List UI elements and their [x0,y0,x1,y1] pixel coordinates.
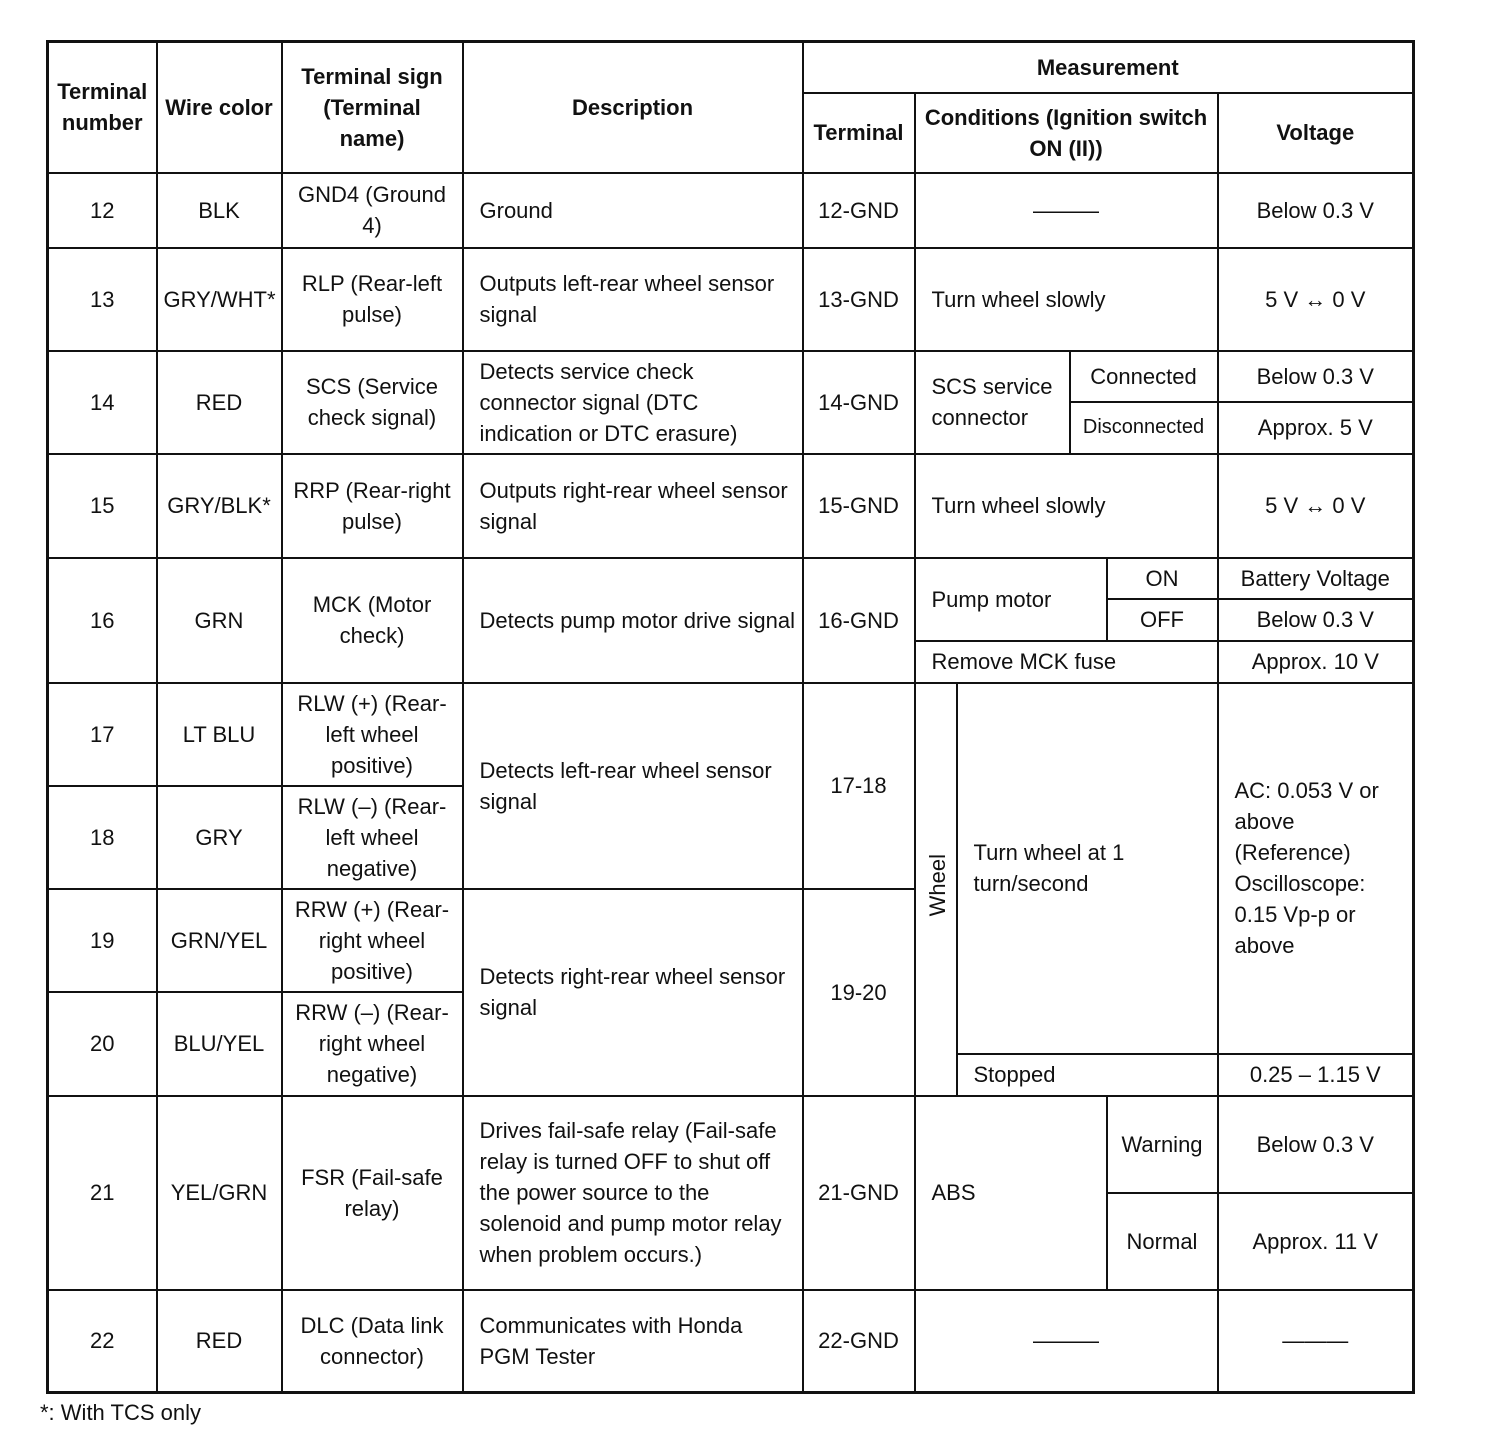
voltage: 5 V ↔ 0 V [1218,454,1414,558]
voltage: ——— [1218,1290,1414,1393]
table-row [48,1290,1414,1393]
table-row [48,454,1414,558]
voltage: Approx. 5 V [1218,402,1414,454]
terminal-table [46,40,1415,1394]
wire-color: LT BLU [157,683,282,786]
header-wire-color: Wire color [157,42,282,173]
terminal-number: 14 [48,351,157,454]
terminal-sign: GND4 (Ground 4) [282,173,463,248]
terminal-number: 18 [48,786,157,889]
header-terminal-sign: Terminal sign (Terminal name) [282,42,463,173]
description: Detects left-rear wheel sensor signal [463,683,803,889]
header-voltage: Voltage [1218,93,1414,173]
terminal-sign: RLP (Rear-left pulse) [282,248,463,351]
terminal-sign: SCS (Service check signal) [282,351,463,454]
header-conditions: Conditions (Ignition switch ON (II)) [915,93,1218,173]
terminal-sign: RRP (Rear-right pulse) [282,454,463,558]
description: Drives fail-safe relay (Fail-safe relay is turned OFF to shut off the power source to the solenoid and pump motor relay when problem occurs.) [463,1096,803,1290]
terminal-number: 21 [48,1096,157,1290]
terminal-number: 22 [48,1290,157,1393]
header-measurement: Measurement [803,42,1414,93]
table-row [48,558,1414,599]
wire-color: BLK [157,173,282,248]
table-row [48,351,1414,402]
terminal-sign: MCK (Motor check) [282,558,463,683]
condition: SCS service connector [915,351,1070,454]
footnote: *: With TCS only [40,1400,201,1425]
condition: ——— [915,1290,1218,1393]
wire-color: GRN/YEL [157,889,282,992]
condition-connected: Connected [1070,351,1218,402]
terminal: 13-GND [803,248,915,351]
voltage: Approx. 11 V [1218,1193,1414,1290]
header-description: Description [463,42,803,173]
condition-normal: Normal [1107,1193,1218,1290]
description: Detects service check connector signal (DTC indication or DTC erasure) [463,351,803,454]
terminal-number: 13 [48,248,157,351]
table-row [48,248,1414,351]
wheel-label-text: Wheel [924,853,950,917]
terminal-number: 19 [48,889,157,992]
wire-color: GRY/BLK* [157,454,282,558]
header-terminal: Terminal [803,93,915,173]
voltage: Below 0.3 V [1218,599,1414,641]
terminal-number: 20 [48,992,157,1096]
terminal-number: 17 [48,683,157,786]
condition: ABS [915,1096,1107,1290]
condition-off: OFF [1107,599,1218,641]
terminal: 21-GND [803,1096,915,1290]
condition-remove-fuse: Remove MCK fuse [915,641,1218,683]
terminal: 16-GND [803,558,915,683]
terminal-number: 15 [48,454,157,558]
condition-turn-wheel: Turn wheel at 1 turn/second [957,683,1218,1054]
terminal: 12-GND [803,173,915,248]
condition: Turn wheel slowly [915,454,1218,558]
voltage: Below 0.3 V [1218,1096,1414,1193]
terminal: 14-GND [803,351,915,454]
wire-color: YEL/GRN [157,1096,282,1290]
condition-stopped: Stopped [957,1054,1218,1096]
terminal: 22-GND [803,1290,915,1393]
terminal-sign: DLC (Data link connector) [282,1290,463,1393]
wire-color: BLU/YEL [157,992,282,1096]
terminal: 19-20 [803,889,915,1096]
terminal-sign: RRW (–) (Rear-right wheel negative) [282,992,463,1096]
table-row [48,1096,1414,1193]
condition: Turn wheel slowly [915,248,1218,351]
terminal-sign: FSR (Fail-safe relay) [282,1096,463,1290]
wire-color: GRY/WHT* [157,248,282,351]
voltage: Below 0.3 V [1218,173,1414,248]
header-terminal-number: Terminal number [48,42,157,173]
description: Outputs left-rear wheel sensor signal [463,248,803,351]
terminal: 17-18 [803,683,915,889]
wire-color: RED [157,1290,282,1393]
voltage: 5 V ↔ 0 V [1218,248,1414,351]
condition-disconnected: Disconnected [1070,402,1218,454]
condition-warning: Warning [1107,1096,1218,1193]
terminal-sign: RRW (+) (Rear-right wheel positive) [282,889,463,992]
terminal-sign: RLW (–) (Rear-left wheel negative) [282,786,463,889]
condition: ——— [915,173,1218,248]
terminal-sign: RLW (+) (Rear-left wheel positive) [282,683,463,786]
voltage: 0.25 – 1.15 V [1218,1054,1414,1096]
table-row [48,683,1414,786]
terminal: 15-GND [803,454,915,558]
terminal-number: 16 [48,558,157,683]
description: Communicates with Honda PGM Tester [463,1290,803,1393]
wire-color: GRY [157,786,282,889]
description: Detects pump motor drive signal [463,558,803,683]
description: Detects right-rear wheel sensor signal [463,889,803,1096]
terminal-number: 12 [48,173,157,248]
voltage: Battery Voltage [1218,558,1414,599]
voltage-ac: AC: 0.053 V or above (Reference) Oscilloscope: 0.15 Vp-p or above [1218,683,1414,1054]
condition: Pump motor [915,558,1107,641]
wire-color: RED [157,351,282,454]
wire-color: GRN [157,558,282,683]
voltage: Below 0.3 V [1218,351,1414,402]
condition-on: ON [1107,558,1218,599]
voltage: Approx. 10 V [1218,641,1414,683]
description: Outputs right-rear wheel sensor signal [463,454,803,558]
table-row [48,173,1414,248]
wheel-label [915,683,957,1096]
description: Ground [463,173,803,248]
